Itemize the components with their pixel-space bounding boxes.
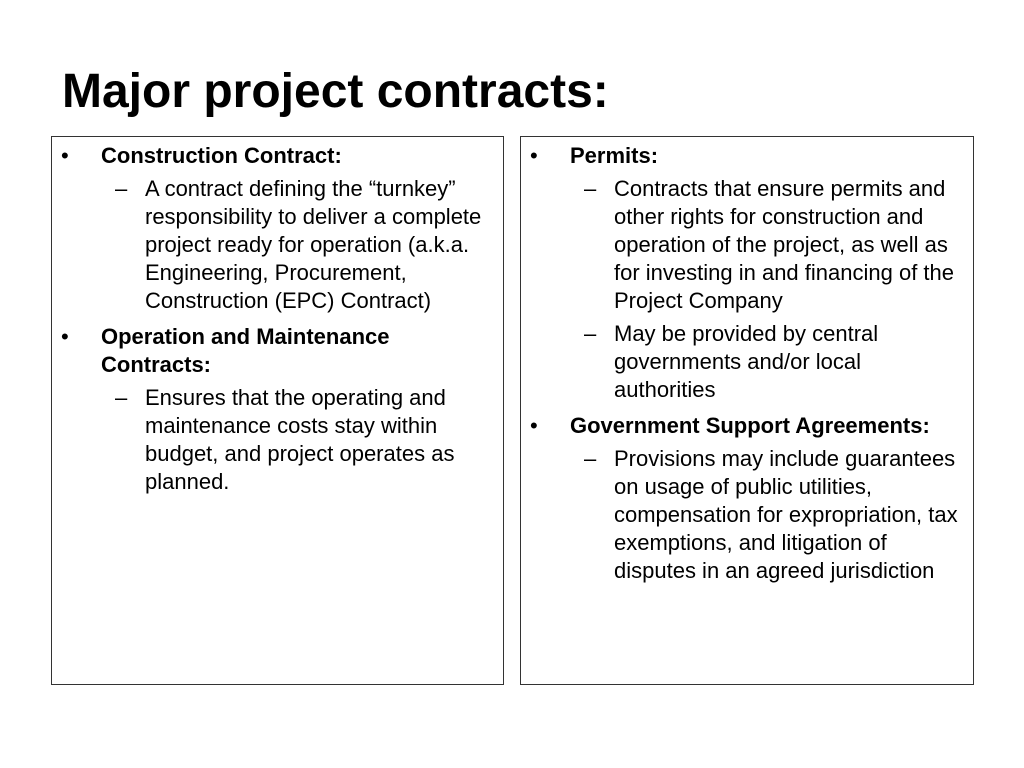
dash-icon: – xyxy=(115,176,128,201)
dash-icon: – xyxy=(584,321,597,346)
sub-bullet-text: A contract defining the “turnkey” responsibility to deliver a complete project ready for operation (a.k.a. Engineering, Procurement, Construction (EPC) Contract) xyxy=(145,176,482,313)
dash-icon: – xyxy=(584,446,597,471)
sub-bullet-text: Contracts that ensure permits and other rights for construction and operation of the project, as well as for investing in and financing of the Project Company xyxy=(614,176,955,313)
sub-bullet-item xyxy=(570,175,966,315)
dash-icon: – xyxy=(584,176,597,201)
bullet-icon: • xyxy=(530,413,538,438)
bullet-heading: Construction Contract: xyxy=(101,143,342,168)
bullet-item-government-support xyxy=(520,412,966,585)
bullet-icon: • xyxy=(530,143,538,168)
bullet-item-operation-maintenance xyxy=(51,323,496,496)
sub-bullet-item xyxy=(570,445,966,585)
bullet-heading: Permits: xyxy=(570,143,659,168)
dash-icon: – xyxy=(115,385,128,410)
bullet-item-permits xyxy=(520,142,966,404)
sub-bullet-text: May be provided by central governments and/or local authorities xyxy=(614,321,879,402)
slide-title: Major project contracts: xyxy=(62,65,609,118)
bullet-heading: Government Support Agreements: xyxy=(570,413,930,438)
sub-bullet-item xyxy=(570,320,966,404)
sub-bullet-text: Ensures that the operating and maintenance costs stay within budget, and project operates as planned. xyxy=(145,385,455,494)
bullet-item-construction-contract xyxy=(51,142,496,315)
bullet-icon: • xyxy=(61,324,69,349)
bullet-heading: Operation and Maintenance Contracts: xyxy=(101,324,390,377)
bullet-icon: • xyxy=(61,143,69,168)
sub-bullet-item xyxy=(101,384,496,496)
left-column-list xyxy=(51,142,496,496)
right-column-list xyxy=(520,142,966,585)
sub-bullet-item xyxy=(101,175,496,315)
sub-bullet-text: Provisions may include guarantees on usage of public utilities, compensation for expropriation, tax exemptions, and litigation of disputes in an agreed jurisdiction xyxy=(614,446,958,583)
